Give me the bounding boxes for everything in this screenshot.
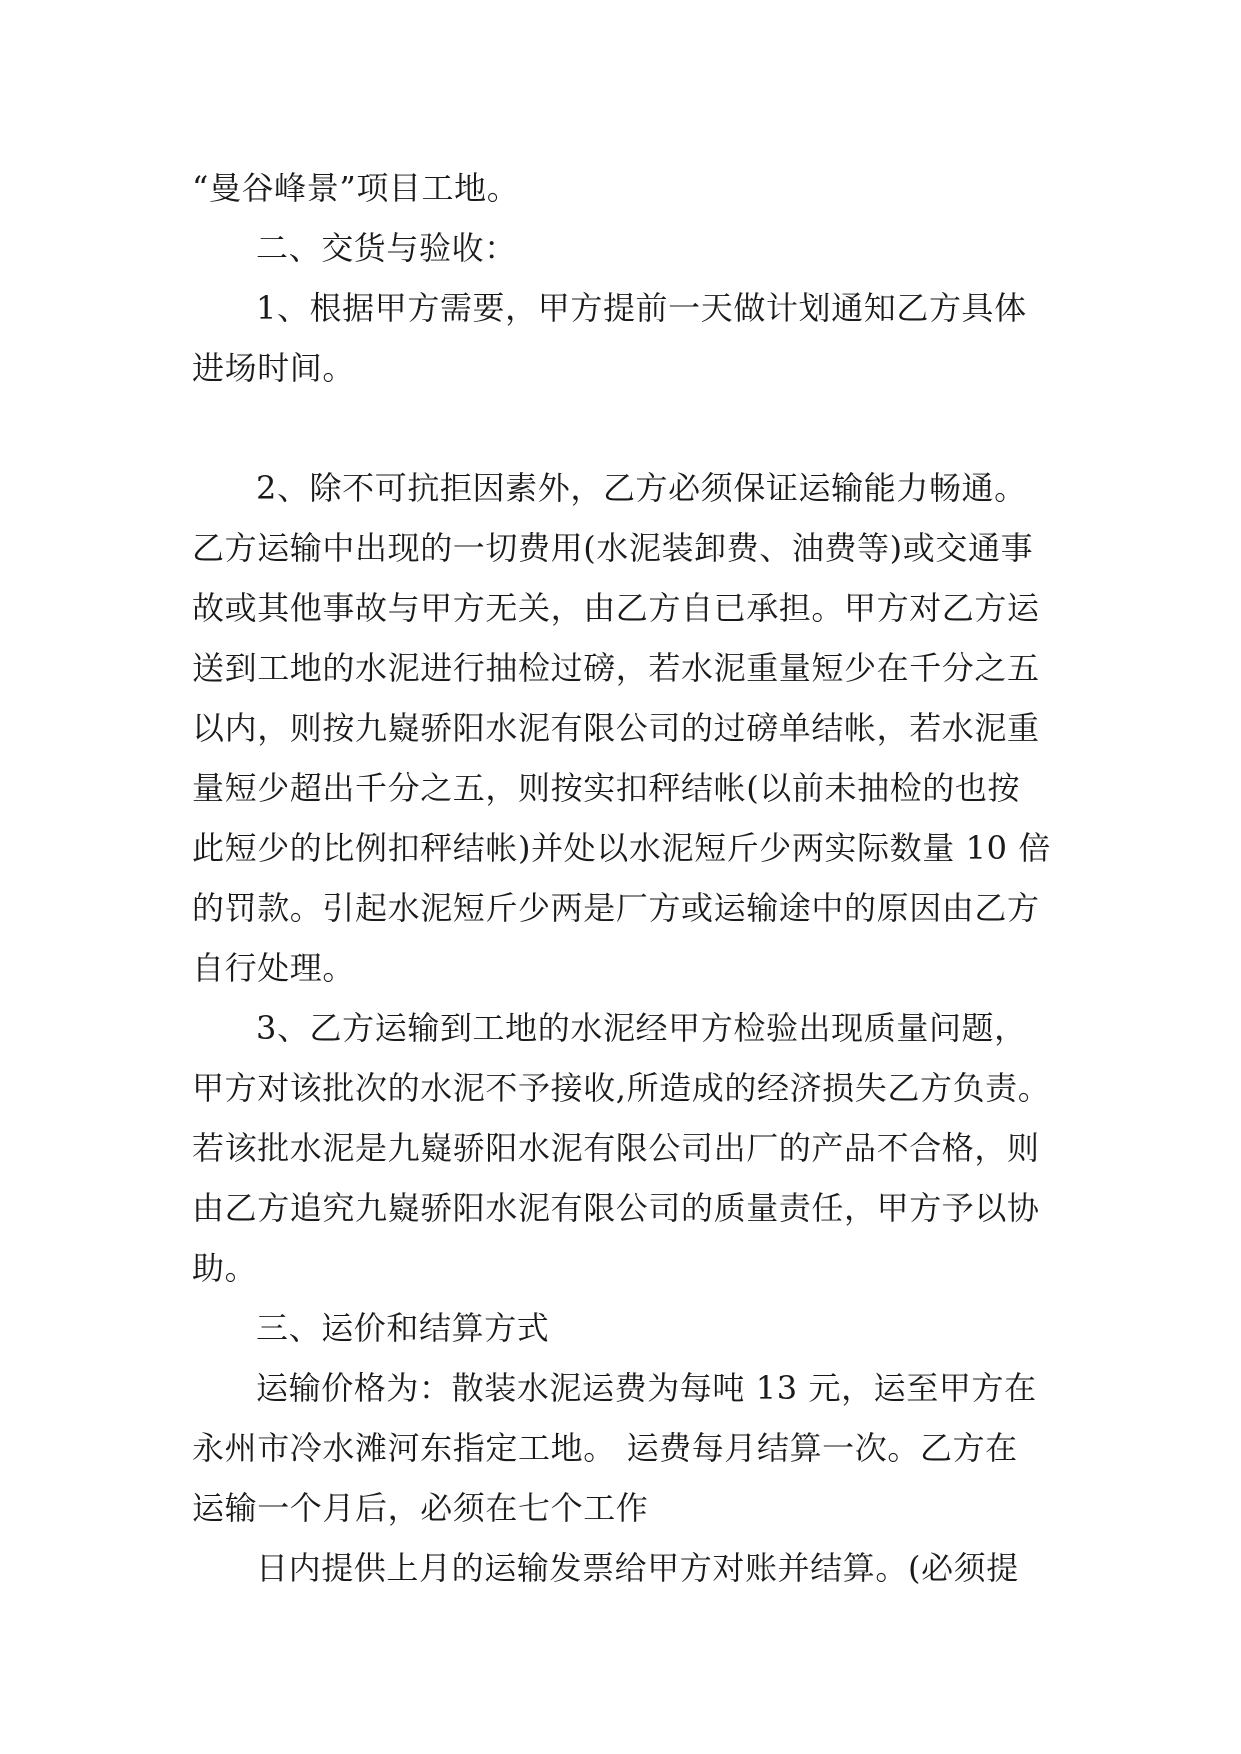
text-line: 量短少超出千分之五，则按实扣秤结帐(以前未抽检的也按 (192, 769, 1021, 807)
text-line: 若该批水泥是九嶷骄阳水泥有限公司出厂的产品不合格，则 (192, 1129, 1040, 1167)
text-line: 2、除不可抗拒因素外，乙方必须保证运输能力畅通。 (256, 469, 1027, 507)
text-line: 甲方对该批次的水泥不予接收,所造成的经济损失乙方负责。 (192, 1069, 1051, 1107)
text-line: 日内提供上月的运输发票给甲方对账并结算。(必须提 (256, 1549, 1019, 1587)
text-line: 运输价格为：散装水泥运费为每吨 13 元，运至甲方在 (256, 1369, 1037, 1407)
text-line: “曼谷峰景”项目工地。 (192, 169, 520, 207)
text-line: 由乙方追究九嶷骄阳水泥有限公司的质量责任，甲方予以协 (192, 1189, 1040, 1227)
text-line: 自行处理。 (192, 949, 356, 987)
text-line: 3、乙方运输到工地的水泥经甲方检验出现质量问题， (256, 1009, 1027, 1047)
section-heading: 三、运价和结算方式 (256, 1309, 550, 1347)
text-line: 运输一个月后，必须在七个工作 (192, 1489, 649, 1527)
text-line: 乙方运输中出现的一切费用(水泥装卸费、油费等)或交通事 (192, 529, 1034, 567)
text-line: 此短少的比例扣秤结帐)并处以水泥短斤少两实际数量 10 倍 (192, 829, 1051, 867)
text-line: 1、根据甲方需要，甲方提前一天做计划通知乙方具体 (256, 289, 1027, 327)
text-line: 进场时间。 (192, 349, 356, 387)
text-line: 助。 (192, 1249, 258, 1287)
section-heading: 二、交货与验收： (256, 229, 517, 267)
text-line: 以内，则按九嶷骄阳水泥有限公司的过磅单结帐，若水泥重 (192, 709, 1040, 747)
text-line: 的罚款。引起水泥短斤少两是厂方或运输途中的原因由乙方 (192, 889, 1040, 927)
text-line: 故或其他事故与甲方无关，由乙方自已承担。甲方对乙方运 (192, 589, 1040, 627)
text-line: 永州市冷水滩河东指定工地。 运费每月结算一次。乙方在 (192, 1429, 1018, 1467)
text-line: 送到工地的水泥进行抽检过磅，若水泥重量短少在千分之五 (192, 649, 1040, 687)
